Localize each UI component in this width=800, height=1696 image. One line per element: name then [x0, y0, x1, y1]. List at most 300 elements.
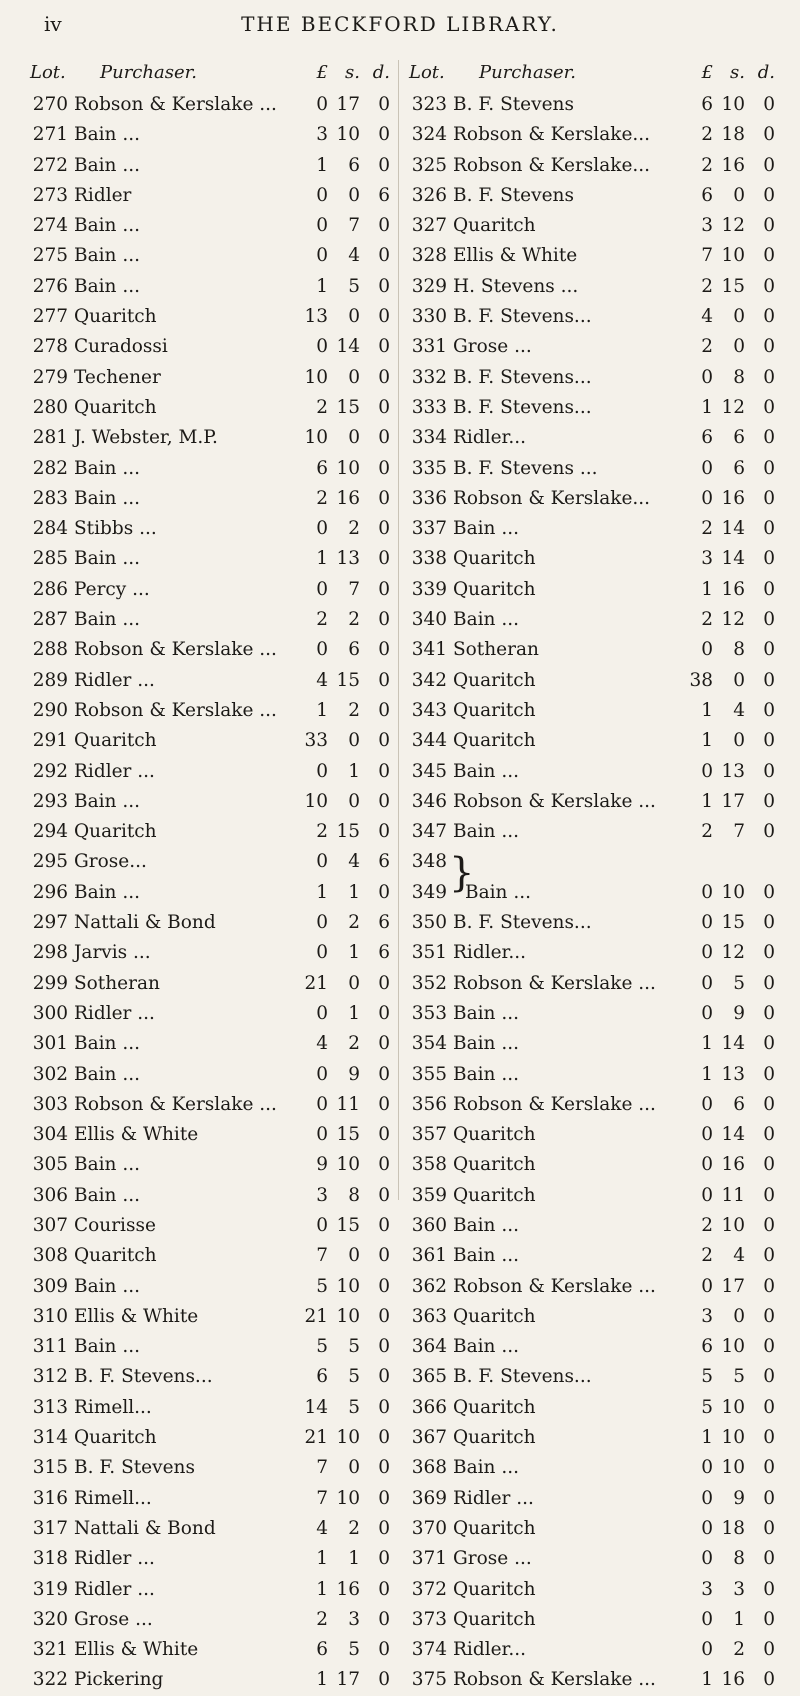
price-pounds: 0: [701, 457, 713, 479]
lot-number: 346: [411, 790, 447, 812]
price-pounds: 0: [316, 578, 328, 600]
price-pounds: 2: [701, 609, 713, 631]
purchaser-name: Bain ...: [74, 1063, 140, 1085]
table-row: [30, 999, 390, 1029]
price-shillings: 15: [721, 275, 745, 297]
price-pounds: 6: [316, 1639, 328, 1661]
price-pence: 0: [763, 154, 775, 176]
purchaser-name: Bain ...: [74, 487, 140, 509]
price-shillings: 17: [336, 94, 360, 115]
price-shillings: 0: [733, 306, 745, 328]
purchaser-name: Quaritch: [453, 548, 536, 570]
purchaser-name: Curadossi: [74, 336, 168, 358]
price-pence: 0: [378, 1033, 390, 1055]
purchaser-name: Rimell...: [74, 1487, 152, 1509]
purchaser-name: Bain ...: [74, 245, 140, 267]
lot-number: 345: [411, 760, 447, 782]
purchaser-name: Bain ...: [74, 275, 140, 297]
table-row: [30, 181, 390, 211]
price-pence: 6: [378, 912, 390, 934]
purchaser-name: Bain ...: [74, 154, 140, 176]
price-pounds: 5: [701, 1366, 713, 1388]
price-pounds: 7: [316, 1457, 328, 1479]
price-shillings: 5: [733, 972, 745, 994]
price-pence: 0: [763, 306, 775, 328]
table-row: [409, 635, 776, 665]
price-shillings: 16: [721, 578, 745, 600]
price-shillings: 8: [348, 1184, 360, 1206]
lot-number: 306: [32, 1184, 68, 1206]
price-shillings: 1: [348, 1548, 360, 1570]
price-shillings: 10: [336, 1275, 360, 1297]
price-pounds: 3: [316, 124, 328, 146]
price-pounds: 10: [304, 790, 328, 812]
purchaser-name: B. F. Stevens ...: [453, 457, 598, 479]
price-pounds: 6: [701, 1336, 713, 1358]
page-number: iv: [44, 12, 62, 36]
price-pence: 0: [763, 790, 775, 812]
price-pounds: 2: [316, 396, 328, 418]
purchaser-name: Bain ...: [465, 881, 531, 903]
table-row: [30, 787, 390, 817]
purchaser-name: Bain ...: [74, 1275, 140, 1297]
price-pence: 0: [378, 578, 390, 600]
table-row: [409, 757, 776, 787]
purchaser-name: Robson & Kerslake ...: [453, 1275, 656, 1297]
table-row: [30, 241, 390, 271]
price-pounds: 1: [316, 881, 328, 903]
table-row: [30, 666, 390, 696]
price-pounds: 1: [701, 790, 713, 812]
purchaser-name: Ridler: [74, 184, 132, 206]
lot-number: 272: [32, 154, 68, 176]
price-pence: 0: [378, 1487, 390, 1509]
price-pence: 0: [763, 184, 775, 206]
price-pounds: 0: [701, 912, 713, 934]
price-pence: 0: [378, 245, 390, 267]
table-row: [409, 302, 776, 332]
price-pence: 0: [378, 699, 390, 721]
price-shillings: 2: [733, 1639, 745, 1661]
purchaser-name: Robson & Kerslake ...: [74, 639, 277, 661]
lot-number: 288: [32, 639, 68, 661]
price-pence: 0: [763, 1124, 775, 1146]
purchaser-name: Quaritch: [453, 699, 536, 721]
purchaser-name: Quaritch: [453, 669, 536, 691]
lot-heading: Lot.: [409, 62, 445, 83]
price-pounds: 0: [701, 972, 713, 994]
price-pounds: 0: [701, 1639, 713, 1661]
price-pounds: 7: [701, 245, 713, 267]
price-shillings: 9: [733, 1002, 745, 1024]
purchaser-name: Robson & Kerslake ...: [74, 699, 277, 721]
purchaser-name: Grose ...: [74, 1608, 153, 1630]
price-pence: 0: [763, 1517, 775, 1539]
price-shillings: 5: [348, 1336, 360, 1358]
table-row: [409, 1423, 776, 1453]
price-shillings: 12: [721, 942, 745, 964]
price-pounds: 0: [701, 487, 713, 509]
price-shillings: 7: [733, 821, 745, 843]
price-shillings: 2: [348, 518, 360, 540]
purchaser-name: Ellis & White: [74, 1305, 199, 1327]
lot-number: 280: [32, 396, 68, 418]
table-row: [409, 484, 776, 514]
lot-number: 313: [32, 1396, 68, 1418]
table-row: [409, 666, 776, 696]
price-pence: 0: [378, 306, 390, 328]
lot-number: 282: [32, 457, 68, 479]
price-pence: 0: [378, 1154, 390, 1176]
price-pounds: 0: [701, 1548, 713, 1570]
table-row: [30, 514, 390, 544]
lot-number: 284: [32, 518, 68, 540]
price-pounds: 3: [701, 1578, 713, 1600]
price-shillings: 10: [721, 1214, 745, 1236]
purchaser-name: Jarvis ...: [74, 942, 151, 964]
table-row: [409, 938, 776, 968]
price-pounds: 0: [701, 1124, 713, 1146]
purchaser-name: Robson & Kerslake...: [453, 154, 651, 176]
price-shillings: 6: [733, 457, 745, 479]
table-row: [30, 605, 390, 635]
price-shillings: 5: [348, 1639, 360, 1661]
purchaser-name: Quaritch: [453, 1517, 536, 1539]
price-shillings: 2: [348, 912, 360, 934]
price-pence: 0: [378, 1245, 390, 1267]
lot-number: 371: [411, 1548, 447, 1570]
price-pence: 0: [763, 1093, 775, 1115]
table-row: [30, 363, 390, 393]
price-pounds: 6: [701, 184, 713, 206]
table-row: [30, 1211, 390, 1241]
price-pounds: 3: [701, 215, 713, 237]
price-pounds: 1: [701, 1063, 713, 1085]
table-row: [30, 1665, 390, 1695]
table-row: [30, 1029, 390, 1059]
lot-number: 302: [32, 1063, 68, 1085]
lot-number: 327: [411, 215, 447, 237]
price-pounds: 2: [316, 609, 328, 631]
lot-number: 330: [411, 306, 447, 328]
lot-number: 285: [32, 548, 68, 570]
purchaser-name: H. Stevens ...: [453, 275, 579, 297]
lot-number: 305: [32, 1154, 68, 1176]
price-shillings: 3: [348, 1608, 360, 1630]
lot-number: 363: [411, 1305, 447, 1327]
price-pence: 0: [378, 639, 390, 661]
table-row: [30, 878, 390, 908]
lot-number: 333: [411, 396, 447, 418]
purchaser-name: Nattali & Bond: [74, 1517, 216, 1539]
price-shillings: 15: [336, 1214, 360, 1236]
lot-number: 319: [32, 1578, 68, 1600]
price-pence: 0: [763, 669, 775, 691]
lot-number: 325: [411, 154, 447, 176]
purchaser-name: Quaritch: [74, 1245, 157, 1267]
price-pounds: 1: [316, 275, 328, 297]
table-row: [30, 1453, 390, 1483]
lot-number: 270: [32, 94, 68, 115]
price-pounds: 10: [304, 427, 328, 449]
price-shillings: 6: [348, 154, 360, 176]
price-pounds: 0: [701, 1517, 713, 1539]
lot-number: 331: [411, 336, 447, 358]
price-pence: 0: [763, 1002, 775, 1024]
price-pounds: 1: [701, 730, 713, 752]
price-shillings: 15: [336, 1124, 360, 1146]
lot-number: 357: [411, 1124, 447, 1146]
table-row: [30, 696, 390, 726]
purchaser-name: Ridler...: [453, 427, 527, 449]
price-pounds: 1: [701, 699, 713, 721]
price-shillings: 16: [336, 487, 360, 509]
purchaser-name: Quaritch: [453, 215, 536, 237]
price-pounds: 0: [316, 1093, 328, 1115]
lot-number: 291: [32, 730, 68, 752]
price-pounds: 0: [316, 1124, 328, 1146]
price-pounds: 38: [689, 669, 713, 691]
price-pence: 0: [763, 427, 775, 449]
price-shillings: 10: [721, 1396, 745, 1418]
purchaser-name: Bain ...: [74, 609, 140, 631]
table-row: [409, 241, 776, 271]
purchaser-name: Quaritch: [453, 1124, 536, 1146]
price-pence: 0: [763, 760, 775, 782]
purchaser-name: Percy ...: [74, 578, 150, 600]
price-pounds: 0: [316, 184, 328, 206]
price-shillings: 1: [348, 881, 360, 903]
price-shillings: 5: [348, 1396, 360, 1418]
table-row: [409, 1211, 776, 1241]
price-pence: 0: [763, 1214, 775, 1236]
purchaser-name: Ridler...: [453, 942, 527, 964]
price-pounds: 0: [316, 245, 328, 267]
price-pounds: 2: [701, 821, 713, 843]
price-pounds: 0: [701, 942, 713, 964]
price-pence: 0: [763, 245, 775, 267]
lot-number: 339: [411, 578, 447, 600]
table-row: [30, 635, 390, 665]
price-pounds: 21: [304, 972, 328, 994]
purchaser-name: Quaritch: [453, 1608, 536, 1630]
purchaser-name: Ridler ...: [74, 1002, 155, 1024]
purchaser-name: Bain ...: [74, 1336, 140, 1358]
price-shillings: 0: [733, 730, 745, 752]
price-pence: 0: [378, 366, 390, 388]
price-shillings: 0: [348, 790, 360, 812]
price-shillings: 5: [733, 1366, 745, 1388]
lot-number: 341: [411, 639, 447, 661]
lot-number: 365: [411, 1366, 447, 1388]
price-pence: 0: [378, 1669, 390, 1691]
column-divider: [398, 60, 399, 1200]
purchaser-name: Bain ...: [74, 215, 140, 237]
lot-number: 297: [32, 912, 68, 934]
table-row: [409, 908, 776, 938]
lot-number: 323: [411, 94, 447, 115]
price-shillings: 0: [348, 427, 360, 449]
price-shillings: 11: [721, 1184, 745, 1206]
price-pounds: 1: [701, 396, 713, 418]
table-row: [30, 1060, 390, 1090]
price-pounds: 0: [701, 1487, 713, 1509]
purchaser-name: Bain ...: [74, 124, 140, 146]
lot-number: 370: [411, 1517, 447, 1539]
price-pence: 0: [763, 912, 775, 934]
price-shillings: 16: [721, 1669, 745, 1691]
price-pounds: 0: [316, 215, 328, 237]
price-pounds: 4: [316, 1033, 328, 1055]
lot-number: 289: [32, 669, 68, 691]
price-pounds: 0: [316, 912, 328, 934]
purchaser-name: Quaritch: [453, 1305, 536, 1327]
price-pence: 0: [763, 1427, 775, 1449]
price-shillings: 10: [721, 1336, 745, 1358]
price-shillings: 12: [721, 396, 745, 418]
price-pounds: 0: [701, 1275, 713, 1297]
price-pounds: 5: [316, 1336, 328, 1358]
lot-number: 329: [411, 275, 447, 297]
purchaser-name: Ellis & White: [74, 1124, 199, 1146]
price-pounds: 0: [316, 1063, 328, 1085]
price-pounds: 7: [316, 1487, 328, 1509]
price-pence: 0: [763, 1275, 775, 1297]
price-shillings: 17: [721, 1275, 745, 1297]
lot-number: 315: [32, 1457, 68, 1479]
price-pence: 0: [378, 275, 390, 297]
price-shillings: 16: [721, 487, 745, 509]
purchaser-name: Quaritch: [453, 1578, 536, 1600]
lot-number: 271: [32, 124, 68, 146]
table-row: [409, 514, 776, 544]
price-pounds: 0: [316, 1002, 328, 1024]
purchaser-name: Bain ...: [74, 790, 140, 812]
price-shillings: 17: [336, 1669, 360, 1691]
price-shillings: 7: [348, 578, 360, 600]
table-row: [30, 544, 390, 574]
purchaser-name: Bain ...: [453, 1063, 519, 1085]
table-row: [409, 454, 776, 484]
pounds-heading: £: [701, 62, 713, 83]
lot-number: 338: [411, 548, 447, 570]
lot-number: 321: [32, 1639, 68, 1661]
purchaser-name: Robson & Kerslake...: [453, 124, 651, 146]
price-pence: 0: [763, 1336, 775, 1358]
purchaser-name: Sotheran: [74, 972, 160, 994]
right-more-rows: [409, 908, 776, 1696]
price-shillings: 13: [336, 548, 360, 570]
purchaser-name: Rimell...: [74, 1396, 152, 1418]
price-shillings: 5: [348, 275, 360, 297]
table-row: [409, 1635, 776, 1665]
price-pence: 0: [378, 1578, 390, 1600]
lot-number: 358: [411, 1154, 447, 1176]
price-pounds: 10: [304, 366, 328, 388]
table-row: [30, 1423, 390, 1453]
table-row: [409, 696, 776, 726]
price-shillings: 16: [721, 154, 745, 176]
lot-number: 368: [411, 1457, 447, 1479]
table-row: [409, 1272, 776, 1302]
table-row: [30, 726, 390, 756]
price-pence: 0: [763, 336, 775, 358]
price-pence: 0: [763, 457, 775, 479]
lot-number: 336: [411, 487, 447, 509]
lot-number: 348: [411, 851, 447, 873]
table-row: [409, 575, 776, 605]
lot-number: 366: [411, 1396, 447, 1418]
price-pounds: 0: [701, 1002, 713, 1024]
price-shillings: 10: [336, 1427, 360, 1449]
purchaser-name: Ridler ...: [74, 760, 155, 782]
purchaser-name: Quaritch: [74, 396, 157, 418]
lot-number: 351: [411, 942, 447, 964]
price-pence: 0: [378, 1124, 390, 1146]
table-row: [409, 120, 776, 150]
price-shillings: 8: [733, 366, 745, 388]
left-column: [30, 62, 390, 1696]
table-row: [409, 999, 776, 1029]
table-row: [409, 332, 776, 362]
price-pence: 0: [378, 154, 390, 176]
lot-number: 335: [411, 457, 447, 479]
price-pounds: 2: [316, 487, 328, 509]
price-shillings: 2: [348, 1033, 360, 1055]
price-pence: 0: [378, 1275, 390, 1297]
price-pence: 0: [763, 1457, 775, 1479]
price-pence: 0: [378, 1184, 390, 1206]
price-shillings: 11: [336, 1093, 360, 1115]
table-row: [409, 1029, 776, 1059]
price-shillings: 2: [348, 699, 360, 721]
purchaser-name: Robson & Kerslake ...: [453, 1669, 656, 1691]
price-pence: 0: [378, 1396, 390, 1418]
price-pence: 0: [763, 972, 775, 994]
purchaser-name: Quaritch: [453, 730, 536, 752]
purchaser-name: Quaritch: [74, 821, 157, 843]
lot-number: 322: [32, 1669, 68, 1691]
purchaser-name: Ridler...: [453, 1639, 527, 1661]
table-row: [30, 1332, 390, 1362]
purchaser-name: B. F. Stevens...: [453, 912, 592, 934]
purchaser-name: Grose ...: [453, 336, 532, 358]
lot-number: 309: [32, 1275, 68, 1297]
purchaser-name: B. F. Stevens: [74, 1457, 195, 1479]
purchaser-name: B. F. Stevens...: [453, 396, 592, 418]
purchaser-name: Ellis & White: [453, 245, 578, 267]
price-pounds: 2: [701, 1245, 713, 1267]
shillings-heading: s.: [730, 62, 745, 83]
table-row: [30, 938, 390, 968]
price-pence: 0: [378, 609, 390, 631]
table-row: [30, 272, 390, 302]
purchaser-name: B. F. Stevens...: [453, 1366, 592, 1388]
price-pence: 0: [378, 457, 390, 479]
table-row: [409, 90, 776, 120]
table-row: [30, 1302, 390, 1332]
lot-number: 287: [32, 609, 68, 631]
table-row: [30, 1090, 390, 1120]
price-pence: 0: [378, 1548, 390, 1570]
price-pounds: 21: [304, 1305, 328, 1327]
price-shillings: 14: [721, 1124, 745, 1146]
table-row: [409, 1665, 776, 1695]
price-pence: 6: [378, 851, 390, 873]
purchaser-name: Bain ...: [453, 1457, 519, 1479]
purchaser-name: Bain ...: [74, 548, 140, 570]
price-pence: 0: [763, 366, 775, 388]
